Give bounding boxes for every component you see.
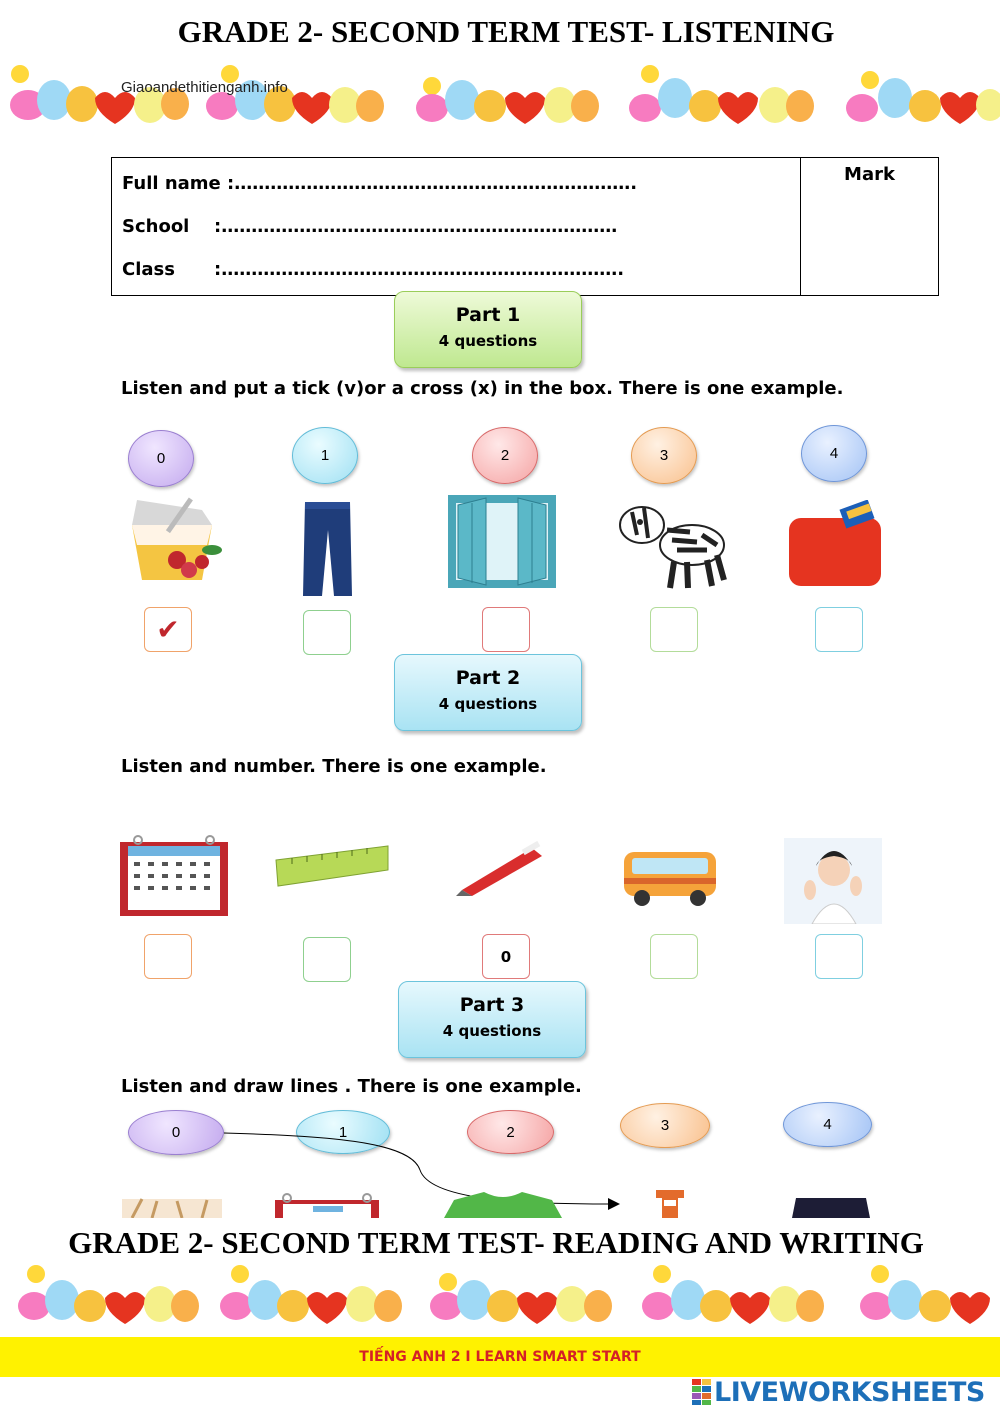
part1-number-4: 4 <box>801 425 867 482</box>
class-row[interactable] <box>122 248 790 291</box>
class-label: Class <box>122 259 175 280</box>
part3-number-2: 2 <box>467 1110 554 1154</box>
part1-number-1: 1 <box>292 427 358 484</box>
liveworksheets-logo-icon <box>692 1379 712 1405</box>
liveworksheets-logo[interactable] <box>692 1376 985 1408</box>
banner2-group-4 <box>642 1265 824 1324</box>
liveworksheets-brand: LIVEWORKSHEETS <box>714 1376 985 1408</box>
part3-instruction: Listen and draw lines . There is one example. <box>121 1076 582 1097</box>
calendar-picture <box>118 832 230 918</box>
part3-question-count: 4 questions <box>442 1022 542 1040</box>
part2-question-count: 4 questions <box>438 695 538 713</box>
part1-answer-box-4[interactable] <box>815 607 863 652</box>
part3-picture-4 <box>790 1196 872 1218</box>
mark-cell <box>801 158 939 296</box>
class-dots: :…………………………………………………………. <box>214 259 625 280</box>
full-name-dots: …………………………………………………………. <box>234 173 638 194</box>
banner-group-4 <box>629 65 814 124</box>
banner2-group-1 <box>18 1265 199 1324</box>
part1-header <box>394 291 582 368</box>
part2-header <box>394 654 582 731</box>
ruler-picture <box>272 842 390 888</box>
part3-number-1: 1 <box>296 1110 390 1154</box>
banner-group-3 <box>416 77 599 124</box>
part2-answer-box-4[interactable] <box>815 934 863 979</box>
course-name: TIẾNG ANH 2 I LEARN SMART START <box>359 1349 641 1365</box>
yogurt-picture <box>117 490 231 588</box>
full-name-row[interactable] <box>122 162 790 205</box>
balloon-banner-bottom <box>0 1262 1000 1332</box>
part3-picture-0 <box>122 1195 222 1218</box>
part1-instruction: Listen and put a tick (v)or a cross (x) in the box. There is one example. <box>121 378 844 399</box>
part3-header <box>398 981 586 1058</box>
part1-answer-box-2[interactable] <box>482 607 530 652</box>
part2-answer-box-2[interactable] <box>482 934 530 979</box>
part1-number-2: 2 <box>472 427 538 484</box>
part2-answer-box-1[interactable] <box>303 937 351 982</box>
banner2-group-2 <box>220 1265 402 1324</box>
part1-title: Part 1 <box>455 304 521 326</box>
part2-answer-2: 0 <box>500 947 512 966</box>
part1-answer-box-0[interactable] <box>144 607 192 652</box>
banner2-group-5 <box>860 1265 990 1324</box>
part3-number-0: 0 <box>128 1110 224 1155</box>
part1-answer-box-3[interactable] <box>650 607 698 652</box>
part3-picture-2 <box>444 1190 562 1218</box>
page-title-reading-writing: GRADE 2- SECOND TERM TEST- READING AND WRITING <box>68 1225 924 1260</box>
student-details-cell <box>112 158 801 296</box>
zebra-picture <box>612 490 728 594</box>
school-dots: :………………………………………………………… <box>214 216 618 237</box>
part3-title: Part 3 <box>459 994 525 1016</box>
bus-picture <box>622 844 718 908</box>
banner2-group-3 <box>430 1273 612 1324</box>
part3-number-3: 3 <box>620 1103 710 1148</box>
part3-number-4: 4 <box>783 1102 872 1147</box>
window-picture <box>446 493 558 590</box>
part2-answer-box-3[interactable] <box>650 934 698 979</box>
pen-picture <box>452 840 548 898</box>
part3-picture-1 <box>273 1190 381 1218</box>
part3-picture-3 <box>652 1188 688 1218</box>
mark-label: Mark <box>844 164 895 185</box>
part2-title: Part 2 <box>455 667 521 689</box>
part1-number-0: 0 <box>128 430 194 487</box>
part1-number-3: 3 <box>631 427 697 484</box>
page-title-listening: GRADE 2- SECOND TERM TEST- LISTENING <box>177 14 835 49</box>
school-row[interactable] <box>122 205 790 248</box>
pencil-case-picture <box>787 500 883 588</box>
part2-answer-box-0[interactable] <box>144 934 192 979</box>
full-name-label: Full name : <box>122 173 235 194</box>
student-info-table <box>111 157 939 296</box>
girl-counting-picture <box>784 838 882 924</box>
part1-question-count: 4 questions <box>438 332 538 350</box>
tick-icon: ✔ <box>156 613 180 646</box>
banner-group-5 <box>846 71 1000 124</box>
website-watermark: Giaoandethitienganh.info <box>121 79 288 96</box>
part1-answer-box-1[interactable] <box>303 610 351 655</box>
school-label: School <box>122 216 190 237</box>
arrow-head-icon <box>608 1198 620 1210</box>
trousers-picture <box>300 500 355 598</box>
course-footer <box>0 1337 1000 1377</box>
part2-instruction: Listen and number. There is one example. <box>121 756 547 777</box>
